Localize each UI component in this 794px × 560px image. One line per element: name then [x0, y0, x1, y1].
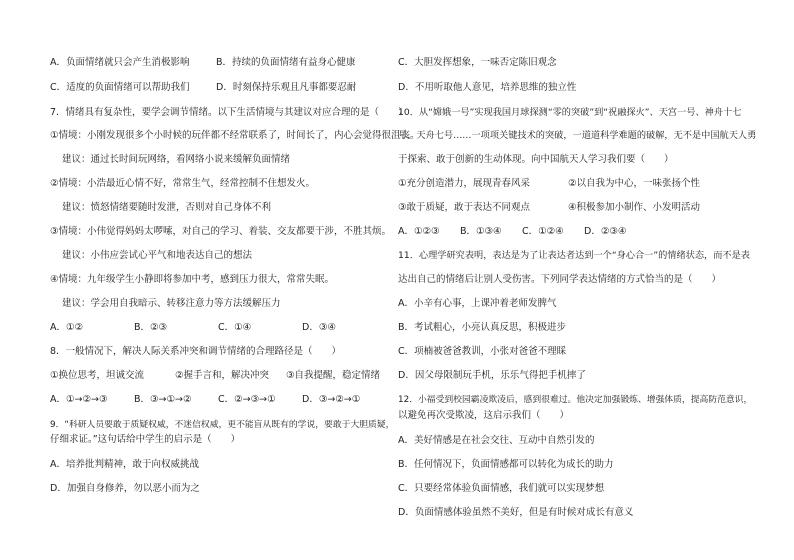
q7-option-d: D．③④ — [302, 322, 336, 333]
q8-option-d: D．③→②→① — [302, 394, 361, 405]
q10-item-1: ①充分创造潜力，展现青春风采 — [398, 178, 531, 189]
q11-option-b: B．考试粗心，小亮认真反思，积极进步 — [398, 322, 567, 333]
q7-option-a: A．①② — [50, 322, 84, 333]
q8-option-b: B．③→①→② — [134, 394, 192, 405]
q10-items-row1 — [398, 178, 700, 190]
q12-option-c: C．只要经常体验负面情感，我们就可以实现梦想 — [398, 483, 605, 494]
q8-option-c: C．②→③→① — [218, 394, 276, 405]
q9-option-d: D．不用听取他人意见，培养思维的独立性 — [398, 82, 577, 93]
q8-item-3: ③自我提醒，稳定情绪 — [286, 370, 381, 381]
q11-stem-line1: 11．心理学研究表明，表达是为了让表达者达到一个“身心合一”的情绪状态，而不是表 — [398, 250, 750, 261]
q7-option-c: C．①④ — [218, 322, 252, 333]
q9-stem-line1: 9．“科研人员要敢于质疑权威，不迷信权威，更不能盲从既有的学说，要敢于大胆质疑， — [50, 420, 395, 430]
q9-option-d-left: D．加强自身修养，勿以恶小而为之 — [50, 483, 200, 494]
q10-item-4: ④积极参加小制作、小发明活动 — [568, 202, 701, 213]
q8-option-a: A．①→②→③ — [50, 394, 108, 405]
q7-advice-3: 建议：小伟应尝试心平气和地表达自己的想法 — [62, 250, 253, 261]
q8-items — [50, 370, 380, 382]
q6-option-d: D．时刻保持乐观且凡事都要忍耐 — [216, 82, 357, 93]
q12-option-a: A．美好情感是在社会交往、互动中自然引发的 — [398, 435, 595, 446]
q6-options-row1 — [50, 57, 356, 69]
q8-stem: 8．一般情况下，解决人际关系冲突和调节情绪的合理路径是（ ） — [50, 346, 342, 357]
q8-options — [50, 394, 360, 406]
q6-options-row2 — [50, 82, 356, 94]
q11-option-d: D．因父母限制玩手机，乐乐气得把手机摔了 — [398, 370, 586, 381]
q8-item-2: ②握手言和，解决冲突 — [175, 370, 270, 381]
q7-scenario-1: ①情境：小刚发现很多个小时候的玩伴都不经常联系了，时间长了，内心会觉得很沮丧。 — [50, 130, 420, 141]
q12-option-b: B．任何情况下，负面情感都可以转化为成长的助力 — [398, 459, 614, 470]
q12-stem-line1: 12．小福受到校园霸凌欺凌后，感到很难过。他决定加强锻炼、增强体质，提高防范意识， — [398, 395, 753, 405]
q7-scenario-4: ④情境：九年级学生小静即将参加中考，感到压力很大，常常失眠。 — [50, 274, 335, 285]
q10-option-c: C．①②④ — [522, 226, 564, 237]
q10-options — [398, 226, 626, 238]
q6-option-a: A．负面情绪就只会产生消极影响 — [50, 57, 190, 68]
q7-advice-4: 建议：学会用自我暗示、转移注意力等方法缓解压力 — [62, 298, 281, 309]
q11-stem-line2: 达出自己的情绪后让别人受伤害。下列同学表达情绪的方式恰当的是（ ） — [398, 274, 722, 285]
q7-scenario-3: ③情境：小伟觉得妈妈太啰嗦，对自己的学习、着装、交友都要干涉，不胜其烦。 — [50, 226, 392, 237]
q11-option-a: A．小辛有心事，上课冲着老师发脾气 — [398, 298, 557, 309]
q7-option-b: B．②③ — [134, 322, 168, 333]
q10-item-3: ③敢于质疑，敢于表达不同观点 — [398, 202, 531, 213]
q7-scenario-2: ②情境：小浩最近心情不好，常常生气，经常控制不住想发火。 — [50, 178, 316, 189]
q10-option-a: A．①②③ — [398, 226, 440, 237]
q12-stem-line2: 以避免再次受欺凌，这启示我们（ ） — [398, 410, 570, 421]
q6-option-c: C．适度的负面情绪可以帮助我们 — [50, 82, 190, 93]
q9-stem-line2: 仔细求证。”这句话给中学生的启示是（ ） — [50, 434, 241, 445]
q10-option-d: D．②③④ — [584, 226, 627, 237]
q10-items-row2 — [398, 202, 700, 214]
q10-option-b: B．①③④ — [460, 226, 502, 237]
q9-option-c: C．大胆发挥想象，一味否定陈旧观念 — [398, 57, 557, 68]
q7-advice-2: 建议：愤怒情绪要随时发泄，否则对自己身体不利 — [62, 202, 272, 213]
q10-stem-line2: 号、天舟七号……一项项关键技术的突破，一道道科学难题的破解，无不是中国航天人勇 — [398, 130, 757, 141]
q7-advice-1: 建议：通过长时间玩网络，看网络小说来缓解负面情绪 — [62, 154, 291, 165]
q11-option-c: C．项楠被爸爸教训，小张对爸爸不理睬 — [398, 346, 567, 357]
q6-option-b: B．持续的负面情绪有益身心健康 — [216, 57, 356, 68]
q7-stem: 7．情绪具有复杂性，要学会调节情绪。以下生活情境与其建议对应合理的是（ ） — [50, 107, 408, 118]
q12-option-d: D．负面情感体验虽然不美好，但是有时候对成长有意义 — [398, 507, 634, 518]
q8-item-1: ①换位思考，坦诚交流 — [50, 370, 145, 381]
q10-stem-line3: 于探索、敢于创新的生动体现。向中国航天人学习我们要（ ） — [398, 154, 674, 165]
q7-options — [50, 322, 336, 334]
q10-item-2: ②以自我为中心，一味张扬个性 — [568, 178, 701, 189]
q10-stem-line1: 10．从“嫦娥一号”实现我国月球探测“零的突破”到“祝融探火”、天宫一号、神舟十七 — [398, 107, 742, 118]
q9-option-a: A．培养批判精神，敢于向权威挑战 — [50, 459, 199, 470]
